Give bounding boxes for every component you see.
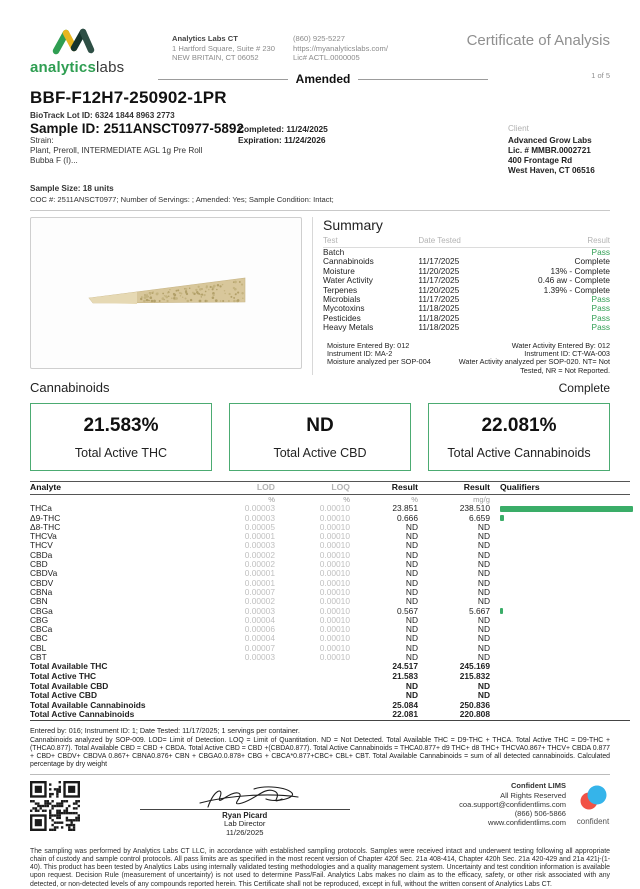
summary-date-tested: 11/20/2025 bbox=[418, 284, 460, 295]
analyte-result-pct: ND bbox=[405, 596, 418, 607]
analyte-lod: 0.00003 bbox=[244, 512, 275, 523]
preroll-photo bbox=[30, 217, 302, 369]
analyte-result-mgg: ND bbox=[477, 633, 490, 644]
analyte-lod: 0.00001 bbox=[244, 568, 275, 579]
total-row bbox=[30, 662, 630, 672]
qr-code bbox=[30, 781, 80, 831]
analyte-lod: 0.00004 bbox=[244, 614, 275, 625]
col-qualifiers: Qualifiers bbox=[490, 482, 630, 495]
summary-rows bbox=[323, 248, 610, 333]
analyte-result-mgg: ND bbox=[477, 614, 490, 625]
amended-label: Amended bbox=[295, 72, 351, 86]
unit-result-pct: % bbox=[411, 495, 418, 505]
unit-loq: % bbox=[343, 495, 350, 505]
analyte-result-pct: 0.666 bbox=[397, 512, 418, 523]
analyte-name: Δ9-THC bbox=[30, 512, 61, 523]
analyte-qualifier bbox=[490, 541, 630, 550]
analyte-loq: 0.00010 bbox=[319, 624, 350, 635]
moisture-note bbox=[327, 342, 431, 376]
signer-name: Ryan Picard bbox=[222, 811, 268, 821]
amended-banner bbox=[158, 72, 488, 86]
client-block bbox=[508, 121, 595, 176]
summary-result: Pass bbox=[591, 294, 610, 305]
analyte-result-mgg: ND bbox=[477, 596, 490, 607]
logo-word-analytics: analytics bbox=[30, 59, 97, 76]
analyte-result-mgg: ND bbox=[477, 642, 490, 653]
analyte-qualifier bbox=[490, 588, 630, 597]
analyte-loq: 0.00010 bbox=[319, 503, 350, 514]
sample-dates-block bbox=[238, 121, 388, 176]
analyte-result-pct: ND bbox=[405, 642, 418, 653]
section-divider bbox=[30, 210, 610, 211]
analyte-loq: 0.00010 bbox=[319, 577, 350, 588]
summary-result: 1.39% - Complete bbox=[543, 284, 610, 295]
summary-result: Pass bbox=[591, 247, 610, 257]
total-name: Total Available THC bbox=[30, 661, 108, 672]
summary-result: 0.46 aw - Complete bbox=[538, 275, 610, 286]
water-sop-line2: Tested, NR = Not Reported. bbox=[520, 365, 610, 375]
analyte-name: CBL bbox=[30, 642, 47, 653]
analyte-qualifier bbox=[490, 523, 630, 532]
analyte-name: CBNa bbox=[30, 586, 53, 597]
footnote-entered-by: Entered by: 016; Instrument ID: 1; Date Tested: 11/17/2025; 1 servings per container. bbox=[30, 725, 300, 735]
sample-title: BBF-F12H7-250902-1PR bbox=[30, 88, 227, 107]
summary-result: Complete bbox=[574, 256, 610, 267]
analyte-name: CBDV bbox=[30, 577, 54, 588]
analyte-name: CBD bbox=[30, 559, 48, 570]
total-active-cbd-box bbox=[229, 403, 411, 471]
analyte-result-pct: ND bbox=[405, 586, 418, 597]
lims-website-link[interactable]: www.confidentlims.com bbox=[488, 818, 566, 828]
analyte-result-pct: ND bbox=[405, 540, 418, 551]
logo-wordmark bbox=[30, 59, 158, 76]
analyte-lod: 0.00004 bbox=[244, 633, 275, 644]
total-name: Total Available CBD bbox=[30, 680, 109, 691]
analyte-name: Δ8-THC bbox=[30, 521, 61, 532]
analyte-loq: 0.00010 bbox=[319, 633, 350, 644]
analyte-lod: 0.00006 bbox=[244, 624, 275, 635]
total-active-cannabinoids-box bbox=[428, 403, 610, 471]
summary-result: Pass bbox=[591, 322, 610, 333]
analyte-loq: 0.00010 bbox=[319, 596, 350, 607]
summary-date-tested: 11/17/2025 bbox=[418, 256, 460, 267]
total-active-cbd-value: ND bbox=[306, 414, 334, 436]
sample-left-block bbox=[30, 121, 244, 176]
analyte-row bbox=[30, 653, 630, 662]
lab-license: Lic# ACTL.0000005 bbox=[293, 53, 360, 63]
summary-test-name: Pesticides bbox=[323, 312, 361, 323]
summary-row bbox=[323, 295, 610, 304]
total-qualifier bbox=[490, 682, 630, 692]
analyte-qualifier bbox=[490, 625, 630, 634]
summary-date-tested: 11/20/2025 bbox=[418, 265, 460, 276]
signature-date: 11/26/2025 bbox=[225, 828, 264, 838]
analyte-qualifier bbox=[490, 653, 630, 662]
certificate-title: Certificate of Analysis bbox=[466, 32, 610, 49]
analyte-lod: 0.00002 bbox=[244, 559, 275, 570]
col-loq: LOQ bbox=[275, 482, 350, 495]
summary-test-name: Terpenes bbox=[323, 284, 358, 295]
lab-address-column bbox=[172, 34, 275, 63]
summary-col-result: Result bbox=[587, 236, 610, 245]
total-result-pct: 24.517 bbox=[392, 661, 418, 672]
instrument-notes bbox=[323, 342, 610, 376]
unit-result-mgg: mg/g bbox=[473, 495, 490, 505]
analyte-result-mgg: ND bbox=[477, 652, 490, 663]
unit-blank bbox=[30, 495, 200, 505]
strain-line1: Plant, Preroll, INTERMEDIATE AGL 1g Pre Roll bbox=[30, 145, 203, 155]
coc-line: COC #: 2511ANSCT0977; Number of Servings: ; Amended: Yes; Sample Condition: Intact; bbox=[30, 195, 334, 204]
total-active-thc-label: Total Active THC bbox=[74, 445, 168, 460]
analyte-loq: 0.00010 bbox=[319, 614, 350, 625]
confident-logo-icon bbox=[576, 785, 610, 811]
analyte-lod: 0.00001 bbox=[244, 531, 275, 542]
total-name: Total Active THC bbox=[30, 670, 97, 681]
total-result-mgg: ND bbox=[477, 680, 490, 691]
confident-logo bbox=[576, 781, 610, 826]
total-result-pct: 22.081 bbox=[350, 710, 418, 720]
client-address1: 400 Frontage Rd bbox=[508, 156, 573, 165]
result-bar bbox=[500, 608, 503, 614]
analyte-lod: 0.00001 bbox=[244, 577, 275, 588]
analyte-loq: 0.00010 bbox=[319, 605, 350, 616]
col-analyte: Analyte bbox=[30, 482, 200, 495]
summary-row bbox=[323, 323, 610, 332]
lims-name: Confident LIMS bbox=[510, 781, 566, 791]
sample-id: Sample ID: 2511ANSCT0977-5892 bbox=[30, 121, 244, 136]
analyte-name: THCV bbox=[30, 540, 53, 551]
analyte-loq: 0.00010 bbox=[319, 521, 350, 532]
total-active-cbd-label: Total Active CBD bbox=[273, 445, 367, 460]
analyte-loq: 0.00010 bbox=[319, 540, 350, 551]
signer-title: Lab Director bbox=[224, 819, 266, 829]
strain-label: Strain: bbox=[30, 136, 54, 145]
analyte-result-mgg: ND bbox=[477, 586, 490, 597]
summary-col-date: Date Tested bbox=[418, 236, 461, 245]
analyte-loq: 0.00010 bbox=[319, 512, 350, 523]
totals-boxes bbox=[30, 403, 610, 471]
footnote-methods: Cannabinoids analyzed by SOP-009. LOD= Limit of Detection. LOQ = Limit of Quantitation. ND = Not Detected. Total Available THC = D9-THC + THCA. Total Active THC = D9-THC + (THCA0.877). Total Available CBD = CBD + CBDA. Total Active CBD = CBD +(CBDA0.877). Total Active Cannabinoids = THCA0.877+ d9 THC+ d8 THC+ THCVA0.867+ THCV+ CBDA 0.877 + CBD+ CBDV+ CBDVA 0.867+ CBNA0.876+ CBN + CBGA0.0.878+ CBG + CBCA*0.877+CBC+ CBL+ CBT. Total Available Cannabinoids = sum of all detected cannabinoids. Calculated percentage by dry weight bbox=[30, 736, 610, 769]
footer bbox=[30, 781, 610, 838]
logo-word-labs: labs bbox=[96, 59, 125, 76]
analyte-qualifier bbox=[490, 569, 630, 578]
total-active-thc-value: 21.583% bbox=[83, 414, 159, 436]
analyte-qualifier bbox=[490, 597, 630, 606]
total-row bbox=[30, 710, 630, 720]
total-result-mgg: ND bbox=[477, 690, 490, 701]
analyte-result-mgg: ND bbox=[477, 521, 490, 532]
analyte-loq: 0.00010 bbox=[319, 586, 350, 597]
analyte-loq: 0.00010 bbox=[319, 652, 350, 663]
lab-website-link[interactable]: https://myanalyticslabs.com/ bbox=[293, 43, 388, 53]
water-instrument-id: Instrument ID: CT-WA-003 bbox=[524, 349, 610, 359]
analyte-loq: 0.00010 bbox=[319, 559, 350, 570]
total-name: Total Active CBD bbox=[30, 690, 98, 701]
lims-contact bbox=[459, 781, 566, 827]
legal-disclaimer: The sampling was performed by Analytics Labs CT LLC, in accordance with established sampling protocols. Samples were received intact and underwent testing following all appropriate chain of custody and sample control protocols. All pass limits are as specified in the most recent version of Chapter 420f Sec. 21a 408-414, Chapter 420h Sec. 21a 420-429 and 21a 421j-(1-40). This product has been tested by Analytics Labs using internally validated testing methodologies and a quality management system. Uncertainty and test condition information is available upon request. Decision Rule (measurement of uncertainty) is not used to determine Pass/Fail. Analytics Labs makes no claim as to the efficacy, safety, or other risk associated with any detected, or non-detected levels of any compounds reported herein. This Certificate shall not be reproduced, except in full, without the written consent of Analytics Labs CT. bbox=[30, 847, 610, 888]
total-qualifier bbox=[490, 662, 630, 672]
lab-logo bbox=[30, 26, 158, 76]
analyte-result-mgg: 6.659 bbox=[469, 512, 490, 523]
total-qualifier bbox=[490, 710, 630, 720]
analyte-qualifier bbox=[490, 560, 630, 569]
analyte-loq: 0.00010 bbox=[319, 568, 350, 579]
summary-col-test: Test bbox=[323, 236, 338, 245]
total-qualifier bbox=[490, 691, 630, 701]
signature-block bbox=[130, 781, 360, 838]
sample-size: Sample Size: 18 units bbox=[30, 184, 114, 193]
summary-test-name: Moisture bbox=[323, 265, 355, 276]
analyte-qualifier bbox=[490, 616, 630, 625]
lab-address-line1: 1 Hartford Square, Suite # 230 bbox=[172, 43, 276, 53]
total-result-pct: ND bbox=[405, 680, 418, 691]
analyte-lod: 0.00003 bbox=[244, 540, 275, 551]
moisture-sop: Moisture analyzed per SOP-004 bbox=[327, 357, 431, 367]
signature-line bbox=[140, 809, 350, 810]
summary-row bbox=[323, 304, 610, 313]
total-row bbox=[30, 682, 630, 692]
unit-lod: % bbox=[268, 495, 275, 505]
total-qualifier bbox=[490, 672, 630, 682]
total-name: Total Active Cannabinoids bbox=[30, 710, 350, 720]
client-license: Lic. # MMBR.0002721 bbox=[508, 146, 591, 155]
analyte-result-pct: ND bbox=[405, 531, 418, 542]
summary-test-name: Heavy Metals bbox=[323, 322, 374, 333]
summary-title: Summary bbox=[323, 217, 383, 233]
total-result-mgg: 250.836 bbox=[459, 699, 490, 710]
expiration-date: Expiration: 11/24/2026 bbox=[238, 135, 326, 145]
analyte-result-pct: ND bbox=[405, 577, 418, 588]
summary-test-name: Cannabinoids bbox=[323, 256, 374, 267]
water-sop-line1: Water Activity analyzed per SOP-020. NT= Not bbox=[458, 357, 610, 367]
page-indicator: 1 of 5 bbox=[591, 71, 610, 80]
result-bar bbox=[500, 515, 504, 521]
analyte-result-mgg: ND bbox=[477, 624, 490, 635]
analyte-name: THCVa bbox=[30, 531, 57, 542]
client-address2: West Haven, CT 06516 bbox=[508, 166, 595, 175]
analyte-result-mgg: ND bbox=[477, 531, 490, 542]
lab-name: Analytics Labs CT bbox=[172, 34, 238, 43]
analyte-result-pct: ND bbox=[405, 633, 418, 644]
total-row bbox=[30, 672, 630, 682]
summary-result: 13% - Complete bbox=[550, 265, 610, 276]
total-result-mgg: 215.832 bbox=[459, 670, 490, 681]
total-name: Total Available Cannabinoids bbox=[30, 699, 146, 710]
analyte-result-pct: 0.567 bbox=[397, 605, 418, 616]
analyte-name: CBGa bbox=[30, 605, 53, 616]
analyte-qualifier bbox=[490, 504, 630, 513]
total-result-mgg: 245.169 bbox=[459, 661, 490, 672]
analyte-result-mgg: ND bbox=[477, 540, 490, 551]
analyte-result-pct: ND bbox=[405, 652, 418, 663]
lab-phone-column bbox=[293, 34, 388, 63]
cannabinoids-status: Complete bbox=[558, 381, 610, 396]
lims-rights: All Rights Reserved bbox=[500, 790, 566, 800]
header-right bbox=[467, 32, 610, 80]
analyte-lod: 0.00003 bbox=[244, 652, 275, 663]
analyte-name: CBCa bbox=[30, 624, 53, 635]
lims-block bbox=[459, 781, 610, 827]
analyte-lod: 0.00007 bbox=[244, 642, 275, 653]
summary-test-name: Water Activity bbox=[323, 275, 373, 286]
total-active-cannabinoids-label: Total Active Cannabinoids bbox=[447, 445, 591, 460]
summary-header bbox=[323, 233, 610, 248]
analyte-name: CBDVa bbox=[30, 568, 58, 579]
analyte-result-mgg: 238.510 bbox=[459, 503, 490, 514]
analyte-result-mgg: 5.667 bbox=[469, 605, 490, 616]
analyte-lod: 0.00003 bbox=[244, 503, 275, 514]
summary-result: Pass bbox=[591, 303, 610, 314]
summary-date-tested: 11/18/2025 bbox=[418, 303, 460, 314]
summary-test-name: Mycotoxins bbox=[323, 303, 365, 314]
sample-info-row bbox=[30, 121, 610, 176]
analyte-name: CBC bbox=[30, 633, 48, 644]
result-bar bbox=[500, 506, 633, 512]
analyte-lod: 0.00007 bbox=[244, 586, 275, 597]
water-activity-note bbox=[459, 342, 610, 376]
analyte-result-pct: ND bbox=[405, 559, 418, 570]
analyte-result-pct: 23.851 bbox=[392, 503, 418, 514]
preroll-cone-image bbox=[31, 218, 301, 368]
client-name: Advanced Grow Labs bbox=[508, 136, 592, 145]
footer-divider bbox=[30, 774, 610, 775]
client-label: Client bbox=[508, 124, 529, 133]
analyte-name: CBN bbox=[30, 596, 48, 607]
total-result-mgg: 220.808 bbox=[418, 710, 490, 720]
col-result-mgg: Result bbox=[418, 482, 490, 495]
analyte-lod: 0.00002 bbox=[244, 596, 275, 607]
total-active-cannabinoids-value: 22.081% bbox=[481, 414, 557, 436]
moisture-entered-by: Moisture Entered By: 012 bbox=[327, 340, 410, 350]
biotrack-lot-id: BioTrack Lot ID: 6324 1844 8963 2773 bbox=[30, 111, 175, 120]
summary-column bbox=[312, 217, 610, 375]
summary-date-tested: 11/17/2025 bbox=[418, 294, 460, 305]
moisture-instrument-id: Instrument ID: MA-2 bbox=[327, 349, 393, 359]
analyte-table bbox=[30, 481, 630, 721]
total-result-pct: ND bbox=[405, 690, 418, 701]
confident-wordmark: confident bbox=[576, 817, 610, 827]
lab-contact-info bbox=[172, 34, 388, 63]
strain-line2: Bubba F (I)... bbox=[30, 155, 78, 165]
analyte-result-mgg: ND bbox=[477, 577, 490, 588]
analyte-name: THCa bbox=[30, 503, 52, 514]
summary-date-tested: 11/18/2025 bbox=[418, 312, 460, 323]
analyte-result-mgg: ND bbox=[477, 549, 490, 560]
analyte-qualifier bbox=[490, 634, 630, 643]
analyte-result-mgg: ND bbox=[477, 568, 490, 579]
analyte-qualifier bbox=[490, 551, 630, 560]
cannabinoids-title: Cannabinoids bbox=[30, 380, 110, 396]
total-qualifier bbox=[490, 701, 630, 711]
col-lod: LOD bbox=[200, 482, 275, 495]
analyte-qualifier bbox=[490, 579, 630, 588]
lims-phone: (866) 506-5866 bbox=[514, 809, 566, 819]
analyte-name: CBDa bbox=[30, 549, 53, 560]
summary-row bbox=[323, 286, 610, 295]
water-entered-by: Water Activity Entered By: 012 bbox=[511, 340, 610, 350]
analyte-result-pct: ND bbox=[405, 549, 418, 560]
media-row bbox=[30, 217, 610, 375]
total-active-thc-box bbox=[30, 403, 212, 471]
analyte-result-pct: ND bbox=[405, 568, 418, 579]
summary-test-name: Microbials bbox=[323, 294, 361, 305]
lab-phone: (860) 925-5227 bbox=[293, 34, 345, 43]
summary-date-tested: 11/17/2025 bbox=[418, 275, 460, 286]
analyte-lod: 0.00002 bbox=[244, 549, 275, 560]
analyte-result-pct: ND bbox=[405, 614, 418, 625]
analyte-qualifier bbox=[490, 644, 630, 653]
analyte-loq: 0.00010 bbox=[319, 549, 350, 560]
lims-email-link[interactable]: coa.support@confidentlims.com bbox=[459, 799, 566, 809]
completed-date: Completed: 11/24/2025 bbox=[238, 124, 328, 134]
analyte-result-mgg: ND bbox=[477, 559, 490, 570]
summary-test-name: Batch bbox=[323, 247, 345, 257]
analyte-name: CBT bbox=[30, 652, 47, 663]
analyte-lod: 0.00003 bbox=[244, 605, 275, 616]
analyte-header-row bbox=[30, 482, 630, 495]
lab-address-line2: NEW BRITAIN, CT 06052 bbox=[172, 53, 259, 63]
cannabinoids-heading-row bbox=[30, 380, 610, 395]
unit-blank bbox=[490, 495, 630, 505]
total-result-pct: 25.084 bbox=[392, 699, 418, 710]
analyte-result-pct: ND bbox=[405, 521, 418, 532]
summary-result: Pass bbox=[591, 312, 610, 323]
analyte-result-pct: ND bbox=[405, 624, 418, 635]
analyte-name: CBG bbox=[30, 614, 49, 625]
logo-mountain-icon bbox=[30, 26, 108, 56]
total-result-pct: 21.583 bbox=[392, 670, 418, 681]
analyte-qualifier bbox=[490, 532, 630, 541]
summary-date-tested: 11/18/2025 bbox=[418, 322, 460, 333]
analyte-qualifier bbox=[490, 514, 630, 523]
col-result-pct: Result bbox=[350, 482, 418, 495]
analyte-loq: 0.00010 bbox=[319, 531, 350, 542]
analyte-loq: 0.00010 bbox=[319, 642, 350, 653]
analyte-lod: 0.00005 bbox=[244, 521, 275, 532]
analyte-qualifier bbox=[490, 607, 630, 616]
